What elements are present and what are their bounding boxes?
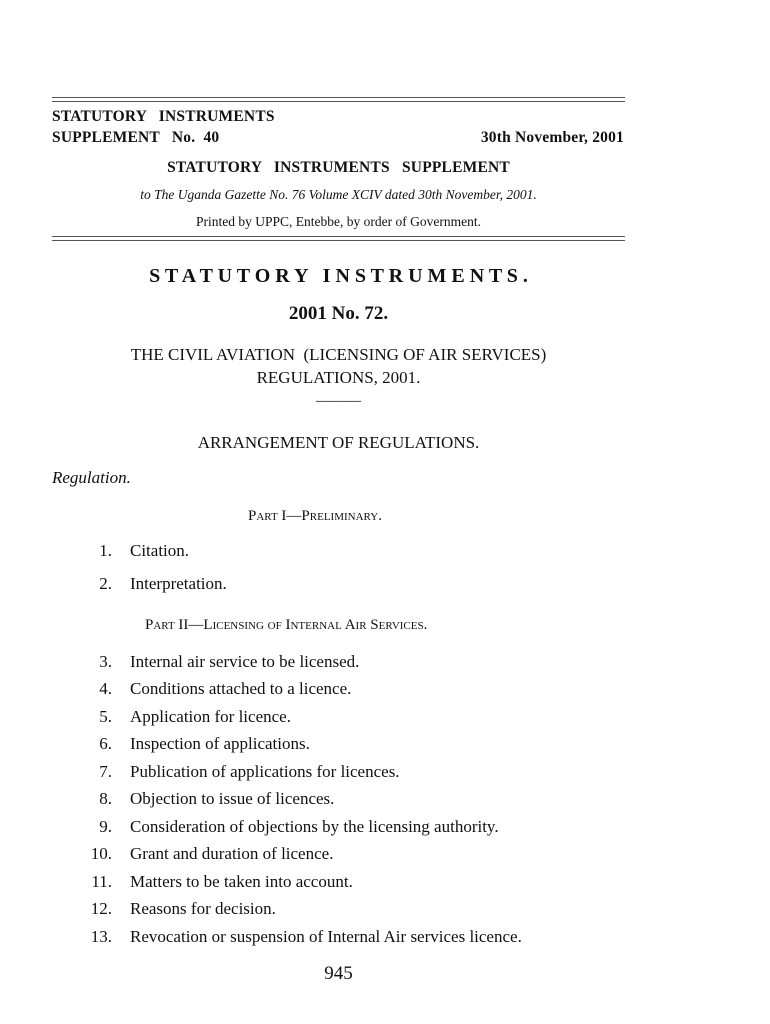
part-1-title: Part I—Preliminary. bbox=[248, 508, 382, 524]
item-number: 13. bbox=[90, 927, 112, 946]
header-date: 30th November, 2001 bbox=[480, 129, 624, 146]
item-text: Application for licence. bbox=[130, 707, 291, 726]
item-text: Citation. bbox=[130, 541, 190, 560]
gazette-reference: to The Uganda Gazette No. 76 Volume XCIV dated 30th November, 2001. bbox=[140, 187, 537, 202]
part-2-heading bbox=[145, 617, 427, 634]
item-number: 11. bbox=[91, 872, 112, 891]
item-number: 1. bbox=[99, 541, 112, 560]
item-text: Conditions attached to a licence. bbox=[130, 679, 352, 698]
regulation-title-line-2: REGULATIONS, 2001. bbox=[256, 368, 421, 387]
item-number: 6. bbox=[99, 734, 112, 753]
item-text: Matters to be taken into account. bbox=[130, 872, 353, 891]
item-text: Inspection of applications. bbox=[130, 734, 310, 753]
part-1-heading bbox=[248, 508, 382, 525]
printer-line: Printed by UPPC, Entebbe, by order of Government. bbox=[196, 214, 481, 229]
item-number: 10. bbox=[90, 844, 112, 863]
item-text: Publication of applications for licences. bbox=[130, 762, 400, 781]
regulation-label: Regulation. bbox=[52, 468, 131, 487]
instrument-number: 2001 No. 72. bbox=[288, 303, 389, 324]
item-number: 4. bbox=[99, 679, 112, 698]
item-number: 2. bbox=[99, 574, 112, 593]
title-dash: ——— bbox=[316, 393, 361, 409]
item-number: 9. bbox=[99, 817, 112, 836]
supplement-title: STATUTORY INSTRUMENTS SUPPLEMENT bbox=[167, 159, 510, 176]
item-text: Interpretation. bbox=[130, 574, 227, 593]
item-number: 8. bbox=[99, 789, 112, 808]
item-text: Objection to issue of licences. bbox=[130, 789, 335, 808]
part-2-title: Part II—Licensing of Internal Air Services. bbox=[145, 617, 428, 633]
header-bottom-rule bbox=[52, 236, 625, 241]
arrangement-heading: ARRANGEMENT OF REGULATIONS. bbox=[197, 433, 480, 452]
item-number: 3. bbox=[99, 652, 112, 671]
regulation-title-line-1: THE CIVIL AVIATION (LICENSING OF AIR SERVICES) bbox=[130, 345, 547, 364]
header-line-1: STATUTORY INSTRUMENTS bbox=[52, 108, 275, 125]
page-number: 945 bbox=[324, 963, 353, 984]
header-top-rule bbox=[52, 97, 625, 102]
item-number: 5. bbox=[99, 707, 112, 726]
main-heading: S T A T U T O R Y I N S T R U M E N T S . bbox=[149, 265, 528, 287]
item-number: 12. bbox=[90, 899, 112, 918]
item-text: Internal air service to be licensed. bbox=[130, 652, 360, 671]
item-text: Revocation or suspension of Internal Air services licence. bbox=[130, 927, 522, 946]
item-number: 7. bbox=[99, 762, 112, 781]
item-text: Grant and duration of licence. bbox=[130, 844, 334, 863]
header-supplement-number: SUPPLEMENT No. 40 bbox=[52, 129, 220, 146]
item-text: Reasons for decision. bbox=[130, 899, 276, 918]
item-text: Consideration of objections by the licensing authority. bbox=[130, 817, 499, 836]
